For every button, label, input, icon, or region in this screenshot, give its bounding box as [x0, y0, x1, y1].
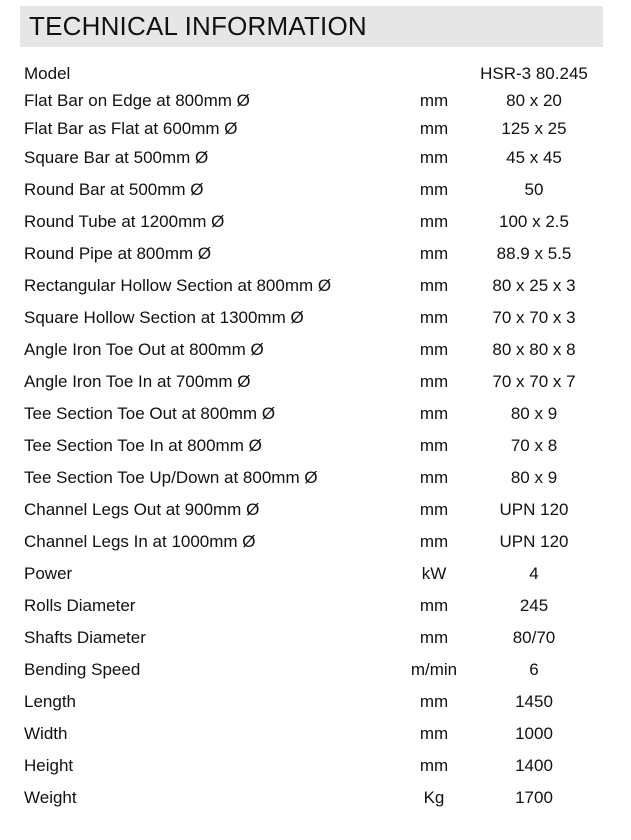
spec-value: 6 — [529, 660, 539, 679]
spec-label: Flat Bar as Flat at 600mm Ø — [24, 119, 238, 138]
spec-unit: mm — [419, 308, 449, 327]
spec-row — [0, 206, 631, 238]
spec-row — [0, 622, 631, 654]
spec-label: Channel Legs Out at 900mm Ø — [24, 500, 260, 519]
spec-value: 1700 — [515, 788, 553, 807]
spec-unit: mm — [419, 692, 449, 711]
spec-label: Length — [24, 692, 76, 711]
spec-unit: mm — [419, 180, 449, 199]
spec-unit: mm — [419, 532, 449, 551]
section-title: TECHNICAL INFORMATION — [29, 11, 367, 41]
spec-value: 80 x 9 — [510, 468, 558, 487]
spec-value: 80 x 9 — [510, 404, 558, 423]
spec-row — [0, 238, 631, 270]
spec-label: Tee Section Toe Up/Down at 800mm Ø — [24, 468, 318, 487]
section-header — [20, 6, 603, 47]
spec-value: 1000 — [515, 724, 553, 743]
spec-value: 50 — [524, 180, 544, 199]
spec-label: Width — [24, 724, 68, 743]
spec-unit: mm — [419, 628, 449, 647]
spec-value: 80 x 80 x 8 — [492, 340, 576, 359]
spec-row — [0, 494, 631, 526]
spec-row — [0, 526, 631, 558]
spec-label: Channel Legs In at 1000mm Ø — [24, 532, 256, 551]
spec-label: Rolls Diameter — [24, 596, 136, 615]
spec-label: Bending Speed — [24, 660, 141, 679]
spec-unit: mm — [419, 244, 449, 263]
spec-unit: mm — [419, 436, 449, 455]
spec-row — [0, 750, 631, 782]
spec-label: Round Pipe at 800mm Ø — [24, 244, 212, 263]
spec-value: 70 x 8 — [510, 436, 558, 455]
spec-table — [0, 61, 631, 814]
spec-value: 100 x 2.5 — [499, 212, 569, 231]
spec-label: Rectangular Hollow Section at 800mm Ø — [24, 276, 332, 295]
spec-value: UPN 120 — [499, 500, 569, 519]
spec-value: 80 x 25 x 3 — [492, 276, 576, 295]
spec-label: Square Bar at 500mm Ø — [24, 148, 209, 167]
spec-row — [0, 334, 631, 366]
spec-label: Tee Section Toe Out at 800mm Ø — [24, 404, 276, 423]
spec-label: Angle Iron Toe In at 700mm Ø — [24, 372, 251, 391]
spec-value: 1400 — [515, 756, 553, 775]
spec-row — [0, 462, 631, 494]
spec-value: HSR-3 80.245 — [480, 64, 588, 83]
spec-label: Angle Iron Toe Out at 800mm Ø — [24, 340, 264, 359]
spec-row — [0, 654, 631, 686]
spec-value: 4 — [529, 564, 539, 583]
spec-label: Power — [24, 564, 73, 583]
spec-label: Height — [24, 756, 74, 775]
spec-unit: kW — [421, 564, 447, 583]
spec-unit: mm — [419, 148, 449, 167]
spec-row — [0, 366, 631, 398]
spec-row — [0, 143, 631, 173]
spec-row — [0, 302, 631, 334]
spec-unit: mm — [419, 404, 449, 423]
spec-value: 70 x 70 x 3 — [492, 308, 576, 327]
spec-label: Tee Section Toe In at 800mm Ø — [24, 436, 262, 455]
spec-value: 80 x 20 — [506, 91, 562, 110]
spec-value: UPN 120 — [499, 532, 569, 551]
spec-row — [0, 87, 631, 115]
spec-row — [0, 590, 631, 622]
spec-unit: mm — [419, 212, 449, 231]
spec-row — [0, 398, 631, 430]
spec-label: Flat Bar on Edge at 800mm Ø — [24, 91, 250, 110]
spec-unit: mm — [419, 468, 449, 487]
spec-row — [0, 115, 631, 143]
spec-label: Model — [24, 64, 71, 83]
spec-value: 80/70 — [512, 628, 556, 647]
spec-value: 45 x 45 — [506, 148, 562, 167]
spec-row — [0, 718, 631, 750]
spec-row — [0, 173, 631, 206]
spec-value: 88.9 x 5.5 — [496, 244, 572, 263]
spec-unit: mm — [419, 340, 449, 359]
spec-row — [0, 558, 631, 590]
spec-unit: mm — [419, 500, 449, 519]
spec-label: Square Hollow Section at 1300mm Ø — [24, 308, 304, 327]
spec-unit: m/min — [410, 660, 458, 679]
spec-value: 1450 — [515, 692, 553, 711]
spec-label: Round Bar at 500mm Ø — [24, 180, 204, 199]
spec-value: 70 x 70 x 7 — [492, 372, 576, 391]
spec-row — [0, 270, 631, 302]
spec-label: Round Tube at 1200mm Ø — [24, 212, 225, 231]
spec-label: Shafts Diameter — [24, 628, 146, 647]
spec-value: 245 — [519, 596, 549, 615]
spec-unit: mm — [419, 724, 449, 743]
spec-row — [0, 782, 631, 814]
spec-unit: mm — [419, 756, 449, 775]
spec-unit: mm — [419, 596, 449, 615]
spec-unit: mm — [419, 276, 449, 295]
spec-row — [0, 686, 631, 718]
spec-row — [0, 430, 631, 462]
spec-unit: mm — [419, 91, 449, 110]
spec-unit: mm — [419, 119, 449, 138]
spec-row — [0, 61, 631, 87]
spec-value: 125 x 25 — [501, 119, 567, 138]
spec-unit: Kg — [423, 788, 445, 807]
spec-label: Weight — [24, 788, 77, 807]
spec-unit: mm — [419, 372, 449, 391]
